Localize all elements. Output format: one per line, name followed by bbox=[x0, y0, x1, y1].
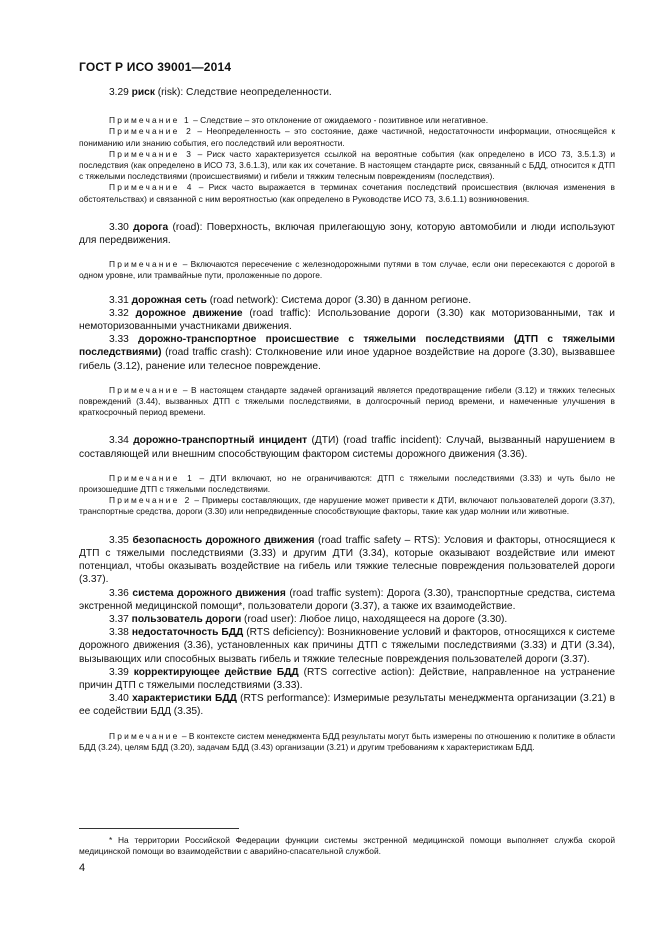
note-label: Примечание 4 bbox=[109, 182, 194, 193]
definition-text: (RTS performance): Измеримые результаты менеджмента организации (3.21) в ее содействии БДД (3.35). bbox=[79, 693, 615, 718]
note-3-29-1 bbox=[79, 115, 615, 126]
definition-text: (ДТИ) (road traffic incident): Случай, вызванный нарушением в составляющей или внешним способствующим фактором системы дорожного движения (3.36). bbox=[79, 435, 615, 460]
definition-text: (road traffic safety – RTS): Условия и факторы, относящиеся к ДТП с тяжелыми последствиями (3.33) и другим ДТИ (3.34), которые оказывают воздействие или имеют потенциал, чтобы оказывать воздействие на гибель или тяжкие телесные повреждения пользователей дороги (3.37). bbox=[79, 534, 615, 586]
term-number: 3.37 bbox=[109, 613, 129, 625]
note-3-34-1 bbox=[79, 473, 615, 495]
term-number: 3.33 bbox=[109, 334, 129, 346]
term-number: 3.38 bbox=[109, 627, 129, 639]
definition-text: (RTS corrective action): Действие, направленное на устранение причин ДТП с тяжелыми последствиями (3.33). bbox=[79, 666, 615, 691]
note-3-30 bbox=[79, 259, 615, 281]
note-text: – Следствие – это отклонение от ожидаемого - позитивное или негативное. bbox=[190, 115, 489, 126]
note-3-29-3 bbox=[79, 149, 615, 183]
note-3-40 bbox=[79, 731, 615, 753]
footnote bbox=[79, 835, 615, 857]
term: дорожная сеть bbox=[131, 294, 207, 306]
term-number: 3.36 bbox=[109, 587, 129, 599]
note-label: Примечание 2 bbox=[109, 126, 193, 137]
page-number: 4 bbox=[79, 862, 86, 874]
note-label: Примечание bbox=[109, 259, 180, 270]
note-3-29-2 bbox=[79, 126, 615, 148]
definition-text: (RTS deficiency): Возникновение условий и факторов, относящихся к системе дорожного движения (3.36), установленных как причины ДТП с тяжелыми последствиями (3.33) и ДТИ (3.34), вызывающих или способных вызвать гибель и тяжкие телесные повреждения пользователей дороги (3.37). bbox=[79, 627, 615, 665]
note-text: – В настоящем стандарте задачей организаций является предотвращение гибели (3.12) и тяжких телесных повреждений (3.44), вызванных ДТП с тяжелыми последствиями, в долгосрочный период времени, и намеченные улучшения в краткосрочный период времени. bbox=[79, 384, 615, 418]
term-number: 3.31 bbox=[109, 294, 129, 306]
note-text: – Риск часто характеризуется ссылкой на вероятные события (как определено в ИСО 73, 3.5.1.3) и последствия (как определено в ИСО 73, 3.6.1.3), или как их сочетание. В настоящем стандарте риск, связанный с БДД, относится к ДТП с тяжелыми последствиями (происшествиями) и гибели и тяжким телесным повреждениям (последствия). bbox=[79, 148, 616, 182]
definition-text: (road user): Любое лицо, находящееся на дороге (3.30). bbox=[241, 613, 508, 625]
definition-text: (risk): Следствие неопределенности. bbox=[154, 87, 332, 98]
definition-3-39 bbox=[79, 666, 615, 692]
document-header: ГОСТ Р ИСО 39001—2014 bbox=[79, 60, 232, 74]
note-3-34-2 bbox=[79, 495, 615, 517]
definition-text: (road traffic system): Дорога (3.30), транспортные средства, система экстренной медицинской помощи*, пользователи дороги (3.37), а также их взаимодействие. bbox=[79, 587, 615, 612]
note-text: – Включаются пересечение с железнодорожными путями в том случае, если они пересекаются с дорогой в одном уровне, или трамвайные пути, проложенные по дороге. bbox=[79, 259, 615, 281]
term: дорога bbox=[133, 221, 169, 233]
definition-3-30 bbox=[79, 221, 615, 247]
definition-3-36 bbox=[79, 587, 615, 613]
term-number: 3.34 bbox=[109, 435, 129, 447]
note-text: – Неопределенность – это состояние, даже частичной, недостаточности информации, относящейся к пониманию или знанию события, его последствий или вероятности. bbox=[79, 126, 615, 148]
note-3-33 bbox=[79, 385, 615, 419]
note-text: – Риск часто выражается в терминах сочетания последствий происшествия (включая изменения в обстоятельствах) и связанной с ним вероятностью (как определено в Руководстве ИСО 73, 3.6.1.1) возникновения. bbox=[79, 182, 615, 204]
definition-3-31 bbox=[79, 294, 615, 307]
term: характеристики БДД bbox=[132, 693, 237, 705]
term: дорожное движение bbox=[135, 307, 243, 319]
term-number: 3.30 bbox=[109, 221, 129, 233]
definition-text: (road traffic): Использование дороги (3.30) как моторизованными, так и немоторизованными участниками движения. bbox=[79, 307, 615, 333]
footnote-mark: * bbox=[109, 835, 113, 845]
definition-3-32 bbox=[79, 307, 615, 333]
note-label: Примечание bbox=[109, 384, 180, 395]
term-number: 3.39 bbox=[109, 666, 129, 678]
definition-3-29 bbox=[79, 86, 615, 99]
term: система дорожного движения bbox=[132, 587, 286, 599]
term: риск bbox=[131, 87, 155, 98]
definition-3-33 bbox=[79, 333, 615, 373]
term-number: 3.35 bbox=[109, 534, 129, 546]
definition-3-38 bbox=[79, 626, 615, 666]
term: дорожно-транспортный инцидент bbox=[133, 435, 308, 447]
note-label: Примечание 1 bbox=[109, 472, 195, 483]
definition-3-34 bbox=[79, 434, 615, 460]
term: пользователь дороги bbox=[131, 613, 242, 625]
definition-text: (road): Поверхность, включая прилегающую зону, которую автомобили и люди используют для передвижения. bbox=[79, 221, 615, 247]
note-label: Примечание 1 bbox=[109, 115, 191, 126]
term-number: 3.29 bbox=[109, 87, 129, 98]
term: недостаточность БДД bbox=[131, 627, 244, 639]
note-label: Примечание 3 bbox=[109, 148, 194, 159]
term-number: 3.32 bbox=[109, 307, 129, 319]
document-body bbox=[79, 86, 615, 753]
term: корректирующее действие БДД bbox=[133, 666, 299, 678]
term: дорожно-транспортное происшествие с тяжелыми последствиями (ДТП с тяжелыми последствиями) bbox=[79, 334, 615, 359]
definition-3-37 bbox=[79, 613, 615, 626]
term: безопасность дорожного движения bbox=[132, 534, 315, 546]
definition-text: (road network): Система дорог (3.30) в данном регионе. bbox=[206, 294, 472, 306]
note-text: – Примеры составляющих, где нарушение может привести к ДТИ, включают пользователей дороги (3.37), транспортные средства, дороги (3.30) или непредвиденные способствующие факторы, такие как удар молнии или животные. bbox=[79, 495, 615, 517]
note-label: Примечание bbox=[109, 730, 180, 741]
definition-3-35 bbox=[79, 534, 615, 587]
footnote-divider bbox=[79, 828, 239, 829]
note-text: – ДТИ включают, но не ограничиваются: ДТП с тяжелыми последствиями (3.33) и чуть было не произошедшие ДТП с тяжелыми последствиями. bbox=[79, 472, 616, 495]
note-3-29-4 bbox=[79, 182, 615, 204]
footnote-text: На территории Российской Федерации функции системы экстренной медицинской помощи выполняет служба скорой медицинской помощи во взаимодействии с аварийно-спасательной службой. bbox=[79, 835, 615, 857]
definition-text: (road traffic crash): Столкновение или иное ударное воздействие на дороге (3.30), вызвавшее гибель (3.12), ранение или телесное повреждение. bbox=[79, 347, 615, 372]
definition-3-40 bbox=[79, 692, 615, 718]
note-label: Примечание 2 bbox=[109, 495, 192, 506]
term-number: 3.40 bbox=[109, 693, 129, 705]
note-text: – В контексте систем менеджмента БДД результаты могут быть измерены по отношению к политике в области БДД (3.24), целям БДД (3.20), задачам БДД (3.43) организации (3.21) и другим требованиям к характеристикам БДД. bbox=[79, 730, 615, 752]
